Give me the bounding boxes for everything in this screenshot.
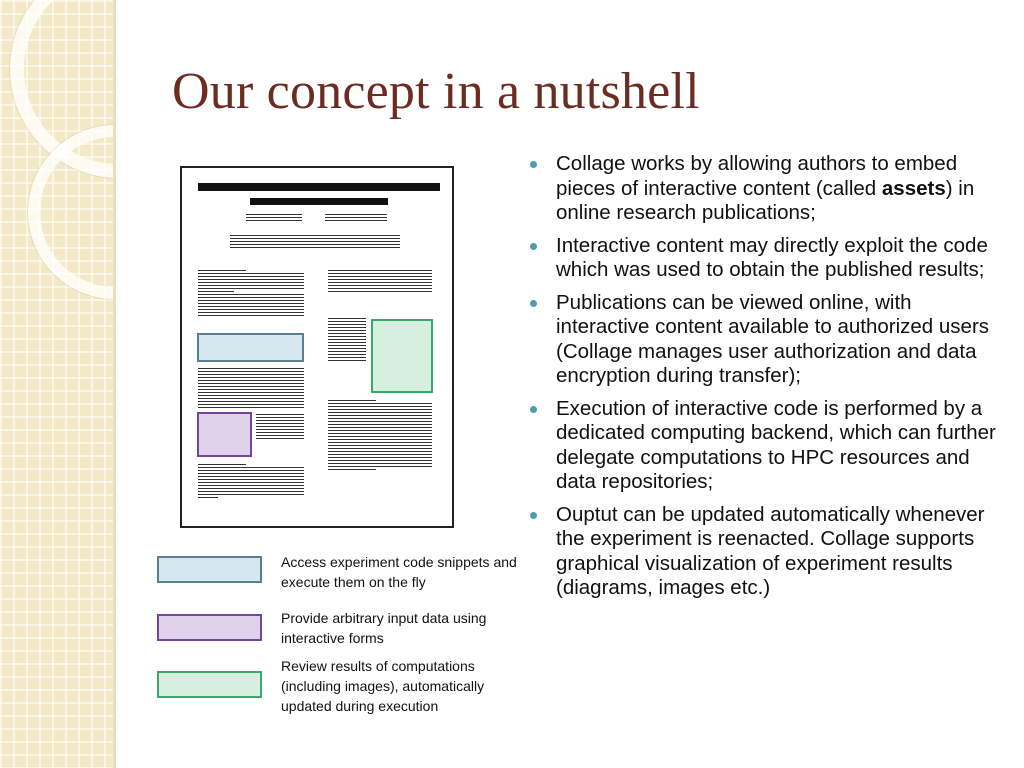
bullet-bold-term: assets (881, 176, 946, 200)
bullet-dot-icon (530, 512, 537, 519)
bullet-item (528, 234, 998, 283)
paper-illustration (180, 166, 454, 528)
paper-author-lines (325, 214, 387, 223)
paper-left-column-text (198, 368, 304, 410)
bullet-text: Collage works by allowing authors to embed pieces of interactive content (called (556, 152, 958, 200)
decorative-ring (28, 125, 113, 299)
paper-right-column-text (328, 400, 432, 472)
bullet-dot-icon (530, 406, 537, 413)
paper-author-lines (246, 214, 302, 223)
legend-swatch-purple (157, 614, 262, 641)
decorative-side-band (0, 0, 113, 768)
legend-swatch-blue (157, 556, 262, 583)
bullet-text: ) in online research publications; (556, 176, 975, 224)
bullet-text: Execution of interactive code is performed by a dedicated computing backend, which can further delegate computations to HPC resources and data repositories; (556, 396, 996, 493)
paper-asset-input-form (197, 412, 252, 457)
bullet-item (528, 503, 998, 601)
paper-asset-code-snippet (197, 333, 304, 362)
paper-right-column-text (328, 270, 432, 294)
bullet-list (528, 152, 998, 609)
bullet-item (528, 152, 998, 226)
bullet-text: Ouptut can be updated automatically whenever the experiment is reenacted. Collage supports graphical visualization of experiment results (diagrams, images etc.) (556, 502, 985, 599)
legend-swatch-green (157, 671, 262, 698)
paper-left-column-text (198, 464, 304, 500)
bullet-item (528, 397, 998, 495)
bullet-dot-icon (530, 243, 537, 250)
paper-title-bar (198, 183, 440, 191)
bullet-text: Publications can be viewed online, with interactive content available to authorized users (Collage manages user authorization and data encryption during transfer); (556, 290, 990, 387)
legend-text-results: Review results of computations (including images), automatically updated during execution (281, 658, 485, 714)
bullet-item (528, 291, 998, 389)
paper-left-column-text (256, 414, 304, 441)
decorative-band-edge (113, 0, 116, 768)
paper-abstract-lines (230, 235, 400, 250)
paper-asset-results-view (371, 319, 433, 393)
paper-left-column-text (198, 270, 304, 318)
paper-subtitle-bar (250, 198, 388, 205)
legend-text-input-forms: Provide arbitrary input data using interactive forms (281, 610, 487, 646)
slide-title: Our concept in a nutshell (172, 63, 700, 120)
legend-text-code-snippets: Access experiment code snippets and execute them on the fly (281, 554, 517, 590)
bullet-text: Interactive content may directly exploit the code which was used to obtain the published results; (556, 233, 988, 281)
bullet-dot-icon (530, 161, 537, 168)
bullet-dot-icon (530, 300, 537, 307)
paper-right-column-text (328, 318, 366, 363)
